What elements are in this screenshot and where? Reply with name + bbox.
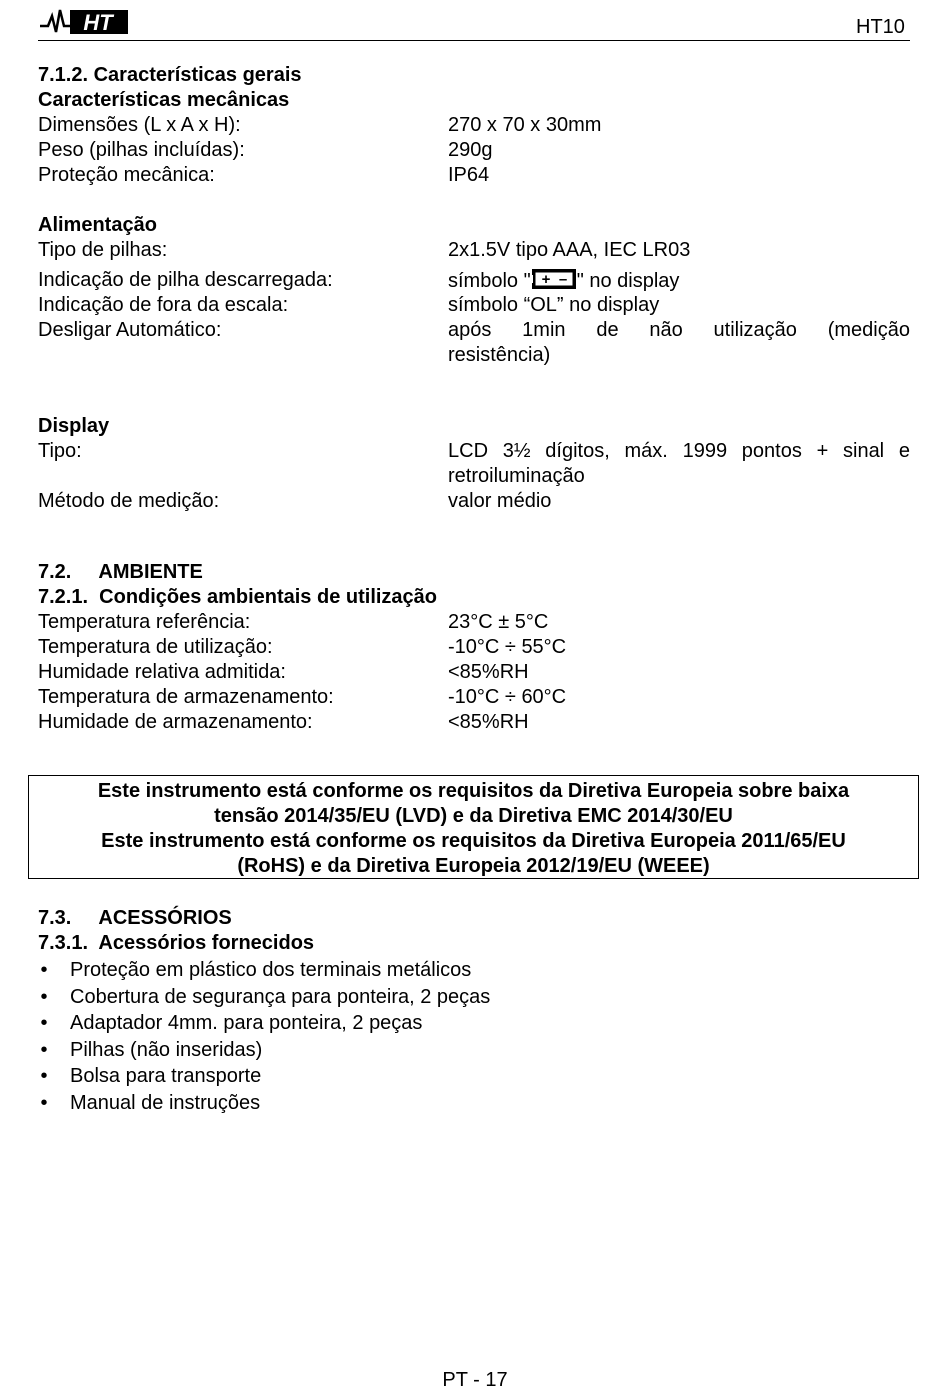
mech-value: 290g (448, 139, 493, 161)
accessory-item: Pilhas (não inseridas) (70, 1039, 263, 1061)
section-heading-environment: 7.2. AMBIENTE (38, 561, 203, 583)
low-battery-label: Indicação de pilha descarregada: (38, 269, 333, 291)
header-divider (38, 40, 910, 41)
display-type-label: Tipo: (38, 440, 82, 462)
env-value: 23°C ± 5°C (448, 611, 549, 633)
low-battery-suffix: " no display (576, 270, 680, 292)
bullet: • (40, 1039, 48, 1061)
mech-label: Dimensões (L x A x H): (38, 114, 241, 136)
env-value: <85%RH (448, 711, 529, 733)
bullet: • (40, 986, 48, 1008)
env-label: Temperatura de utilização: (38, 636, 273, 658)
accessory-item: Bolsa para transporte (70, 1065, 262, 1087)
notice-line: Este instrumento está conforme os requisitos da Diretiva Europeia sobre baixa (97, 780, 850, 802)
page-number: PT - 17 (442, 1369, 508, 1391)
display-type-value-line1: LCD 3½ dígitos, máx. 1999 pontos + sinal e (448, 440, 910, 462)
battery-type-value: 2x1.5V tipo AAA, IEC LR03 (448, 239, 691, 261)
mech-label: Peso (pilhas incluídas): (38, 139, 245, 161)
autooff-value-line2: resistência) (448, 344, 551, 366)
env-value: -10°C ÷ 55°C (448, 636, 567, 658)
autooff-label: Desligar Automático: (38, 319, 222, 341)
display-heading: Display (38, 415, 110, 437)
mech-value: IP64 (448, 164, 490, 186)
accessory-item: Cobertura de segurança para ponteira, 2 peças (70, 986, 491, 1008)
env-label: Humidade de armazenamento: (38, 711, 313, 733)
notice-line: (RoHS) e da Diretiva Europeia 2012/19/EU (WEEE) (237, 855, 710, 877)
env-sub-heading: 7.2.1. Condições ambientais de utilização (38, 586, 438, 608)
svg-text:–: – (558, 271, 567, 288)
low-battery-prefix: símbolo " (448, 270, 531, 292)
env-label: Temperatura de armazenamento: (38, 686, 334, 708)
accessories-sub-heading: 7.3.1. Acessórios fornecidos (38, 932, 315, 954)
logo-text: HT (83, 10, 113, 35)
env-value: <85%RH (448, 661, 529, 683)
bullet: • (40, 1012, 48, 1034)
accessory-item: Proteção em plástico dos terminais metálicos (70, 959, 472, 981)
section-heading-accessories: 7.3. ACESSÓRIOS (38, 907, 232, 929)
section-heading-general: 7.1.2. Características gerais (38, 64, 302, 86)
mech-heading: Características mecânicas (38, 89, 290, 111)
mech-value: 270 x 70 x 30mm (448, 114, 602, 136)
mech-label: Proteção mecânica: (38, 164, 215, 186)
method-label: Método de medição: (38, 490, 220, 512)
model-name: HT10 (856, 16, 905, 38)
method-value: valor médio (448, 490, 552, 512)
overrange-value: símbolo “OL” no display (448, 294, 660, 316)
accessory-item: Manual de instruções (70, 1092, 261, 1114)
bullet: • (40, 959, 48, 981)
ht-logo-icon (40, 4, 130, 36)
battery-type-label: Tipo de pilhas: (38, 239, 168, 261)
autooff-value-line1: após 1min de não utilização (medição (448, 319, 910, 341)
svg-text:+: + (541, 271, 551, 288)
overrange-label: Indicação de fora da escala: (38, 294, 289, 316)
env-value: -10°C ÷ 60°C (448, 686, 567, 708)
notice-line: Este instrumento está conforme os requisitos da Diretiva Europeia 2011/65/EU (101, 830, 846, 852)
accessory-item: Adaptador 4mm. para ponteira, 2 peças (70, 1012, 423, 1034)
compliance-notice (28, 775, 919, 879)
display-type-value-line2: retroiluminação (448, 465, 585, 487)
env-label: Humidade relativa admitida: (38, 661, 286, 683)
bullet: • (40, 1092, 48, 1114)
notice-line: tensão 2014/35/EU (LVD) e da Diretiva EMC 2014/30/EU (214, 805, 733, 827)
env-label: Temperatura referência: (38, 611, 251, 633)
bullet: • (40, 1065, 48, 1087)
power-heading: Alimentação (38, 214, 157, 236)
